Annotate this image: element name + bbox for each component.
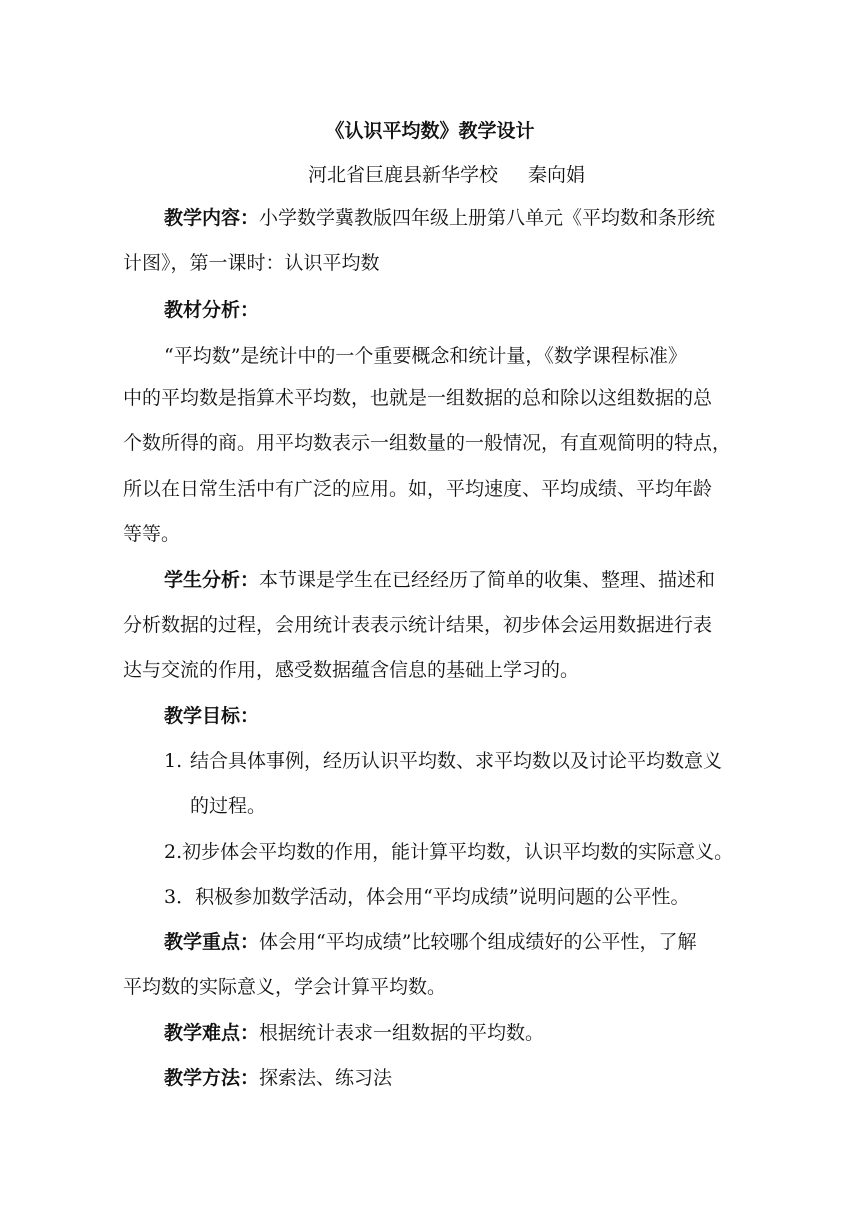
student-line-2: 分析数据的过程，会用统计表表示统计结果，初步体会运用数据进行表 <box>123 614 713 636</box>
content-label: 教学内容： <box>164 207 260 229</box>
material-line-3: 个数所得的商。用平均数表示一组数量的一般情况，有直观简明的特点， <box>123 432 732 454</box>
goals-heading: 教学目标： <box>164 705 260 727</box>
method-label: 教学方法： <box>164 1067 260 1089</box>
focus-line-1 <box>164 929 754 955</box>
material-line-4: 所以在日常生活中有广泛的应用。如，平均速度、平均成绩、平均年龄 <box>123 478 713 500</box>
student-line-1 <box>164 567 754 593</box>
focus-line-2: 平均数的实际意义，学会计算平均数。 <box>123 976 447 998</box>
author-line <box>308 160 585 187</box>
focus-label: 教学重点： <box>164 931 260 953</box>
student-label: 学生分析： <box>164 569 260 591</box>
goal-item-3: 3．积极参加数学活动，体会用“平均成绩”说明问题的公平性。 <box>164 886 690 908</box>
material-line-1: “平均数”是统计中的一个重要概念和统计量，《数学课程标准》 <box>164 345 687 367</box>
goal-item-1-number: 1. <box>164 750 183 772</box>
student-text-1: 本节课是学生在已经经历了简单的收集、整理、描述和 <box>259 569 716 591</box>
difficulty-line <box>164 1020 754 1046</box>
difficulty-label: 教学难点： <box>164 1022 260 1044</box>
material-line-5: 等等。 <box>123 523 181 545</box>
material-heading: 教材分析： <box>164 299 260 321</box>
goal-item-1-text: 结合具体事例，经历认识平均数、求平均数以及讨论平均数意义 <box>190 750 723 772</box>
author-name: 秦向娟 <box>528 164 586 186</box>
goal-item-2: 2.初步体会平均数的作用，能计算平均数，认识平均数的实际意义。 <box>164 841 734 863</box>
focus-text-1: 体会用“平均成绩”比较哪个组成绩好的公平性，了解 <box>259 931 697 953</box>
document-title: 《认识平均数》教学设计 <box>325 120 535 142</box>
author-school: 河北省巨鹿县新华学校 <box>308 164 499 186</box>
content-line-2: 计图》，第一课时：认识平均数 <box>123 252 380 274</box>
content-text-1: 小学数学冀教版四年级上册第八单元《平均数和条形统 <box>259 207 716 229</box>
goal-item-1 <box>164 748 754 774</box>
goal-item-1-line-2: 的过程。 <box>190 795 267 817</box>
content-line-1 <box>164 205 754 231</box>
difficulty-text: 根据统计表求一组数据的平均数。 <box>259 1022 545 1044</box>
method-text: 探索法、练习法 <box>259 1067 393 1089</box>
student-line-3: 达与交流的作用，感受数据蕴含信息的基础上学习的。 <box>123 659 580 681</box>
method-line <box>164 1065 754 1091</box>
material-line-2: 中的平均数是指算术平均数，也就是一组数据的总和除以这组数据的总 <box>123 387 713 409</box>
